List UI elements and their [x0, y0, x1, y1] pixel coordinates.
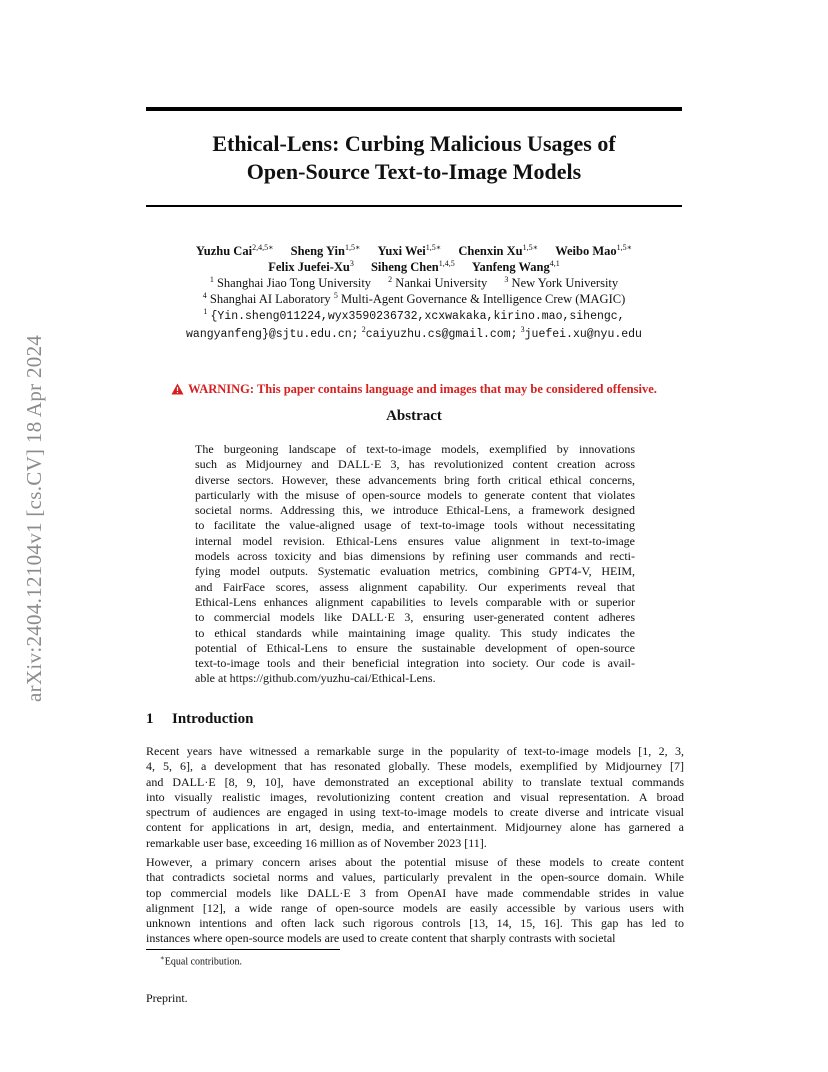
- title-top-rule: [146, 107, 682, 111]
- affil-mark: 4: [202, 291, 207, 300]
- footnote-text: Equal contribution.: [164, 956, 242, 968]
- author-affil: 3: [349, 259, 354, 268]
- affiliation: Shanghai AI Laboratory: [209, 292, 331, 306]
- paragraph-line: top commercial models like DALL·E 3 from OpenAI have made commendable strides in value: [146, 885, 684, 900]
- abstract-line: text-to-image tools and their beneficial integration into society. Our code is avail-: [195, 656, 635, 671]
- author-name: Weibo Mao: [555, 244, 617, 258]
- intro-paragraph-2: [146, 855, 684, 947]
- author-affil: 1,5∗: [522, 243, 539, 252]
- intro-paragraph-1: [146, 744, 684, 851]
- paragraph-line: that contradicts societal norms and values, particularly prevalent in the open-source domain. While: [146, 870, 684, 885]
- author-row-1: [146, 243, 682, 259]
- paragraph-line: instances where open-source models are used to create content that sharply contrasts with societal: [146, 931, 616, 946]
- footnote: [160, 954, 242, 967]
- email-row-1: [146, 307, 682, 325]
- author-affil: 1,5∗: [344, 243, 361, 252]
- author-block: [146, 243, 682, 343]
- affiliation-row-1: [146, 275, 682, 291]
- title-line-2: Open-Source Text-to-Image Models: [246, 159, 582, 184]
- paragraph-line: However, a primary concern arises about the potential misuse of these models to create content: [146, 855, 684, 869]
- affil-mark: 3: [520, 325, 525, 334]
- affil-mark: 1: [203, 307, 208, 316]
- abstract-line: diverse sectors. However, these advancements bring forth critical ethical concerns,: [195, 472, 635, 487]
- affil-mark: 5: [333, 291, 338, 300]
- author-name: Yanfeng Wang: [471, 260, 550, 274]
- affiliation: Multi-Agent Governance & Intelligence Crew (MAGIC): [340, 292, 626, 306]
- email-address[interactable]: wangyanfeng}@sjtu.edu.cn;: [186, 328, 359, 341]
- title-bottom-rule: [146, 205, 682, 207]
- footnote-mark: ∗: [160, 954, 165, 962]
- abstract-line: to commercial models like DALL·E 3, ensuring user-generated content adheres: [195, 610, 635, 625]
- section-number: 1: [146, 711, 154, 727]
- abstract-line: potential of Ethical-Lens to ensure the sustainable development of open-source: [195, 640, 635, 655]
- arxiv-stamp: arXiv:2404.12104v1 [cs.CV] 18 Apr 2024: [22, 334, 46, 702]
- footnote-rule: [146, 949, 340, 950]
- paragraph-line: alignment [12], a wide range of open-source models are easily accessible by various users with: [146, 900, 684, 915]
- paragraph-line: remarkable user base, exceeding 16 million as of November 2023 [11].: [146, 835, 487, 850]
- abstract-heading: Abstract: [386, 408, 442, 424]
- affil-mark: 1: [209, 275, 214, 284]
- author-affil: 1,4,5: [438, 259, 455, 268]
- email-address[interactable]: caiyuzhu.cs@gmail.com;: [365, 328, 518, 341]
- author-affil: 1,5∗: [616, 243, 633, 252]
- affil-mark: 2: [361, 325, 366, 334]
- author-name: Chenxin Xu: [458, 244, 523, 258]
- affiliation: Nankai University: [395, 276, 488, 290]
- section-title: Introduction: [172, 711, 254, 727]
- affiliation: Shanghai Jiao Tong University: [216, 276, 372, 290]
- abstract-body: [195, 442, 635, 687]
- author-affil: 4,1: [549, 259, 560, 268]
- preprint-label: Preprint.: [146, 991, 188, 1005]
- abstract-line: models across toxicity and bias dimensions by refining user commands and recti-: [195, 549, 635, 564]
- abstract-line: such as Midjourney and DALL·E 3, has revolutionized content creation across: [195, 457, 635, 472]
- email-row-2: [146, 325, 682, 343]
- author-name: Siheng Chen: [370, 260, 439, 274]
- abstract-line: able at https://github.com/yuzhu-cai/Ethical-Lens.: [195, 671, 436, 686]
- abstract-line: to facilitate the value-aligned usage of text-to-image tools without necessitating: [195, 518, 635, 533]
- email-address[interactable]: juefei.xu@nyu.edu: [524, 328, 642, 341]
- paper-title: [146, 130, 682, 186]
- affiliation: New York University: [511, 276, 619, 290]
- warning-triangle-icon: [171, 383, 184, 395]
- abstract-line: to ethical standards while maintaining image quality. This study indicates the: [195, 625, 635, 640]
- paragraph-line: spectrum of audiences are engaged in using text-to-image models to create diverse and intricate visual: [146, 805, 684, 820]
- affil-mark: 2: [388, 275, 393, 284]
- paragraph-line: Recent years have witnessed a remarkable surge in the popularity of text-to-image models [1, 2, 3,: [146, 744, 684, 758]
- abstract-line: internal model revision. Ethical-Lens ensures value alignment in text-to-image: [195, 533, 635, 548]
- section-heading: [146, 711, 253, 728]
- abstract-line: Ethical-Lens enhances alignment capabilities to levels comparable with or superior: [195, 594, 635, 609]
- author-name: Yuzhu Cai: [195, 244, 253, 258]
- author-name: Sheng Yin: [290, 244, 345, 258]
- author-row-2: [146, 259, 682, 275]
- email-address[interactable]: {Yin.sheng011224,wyx3590236732,xcxwakaka,kirino.mao,sihengc,: [210, 310, 625, 323]
- paragraph-line: content for applications in art, design, media, and entertainment. Midjourney alone has garnered a: [146, 820, 684, 835]
- paragraph-line: unknown intentions and often lack such rigorous controls [13, 14, 15, 16]. This gap has led to: [146, 916, 684, 931]
- warning-text: WARNING: This paper contains language and images that may be considered offensive.: [188, 382, 657, 396]
- content-warning: [146, 382, 682, 397]
- author-affil: 2,4,5∗: [252, 243, 274, 252]
- author-affil: 1,5∗: [425, 243, 442, 252]
- title-line-1: Ethical-Lens: Curbing Malicious Usages of: [212, 131, 616, 156]
- abstract-line: particularly with the misuse of open-source models to generate content that violates: [195, 487, 635, 502]
- abstract-line: fying model outputs. Systematic evaluation metrics, combining GPT4-V, HEIM,: [195, 564, 635, 579]
- author-name: Yuxi Wei: [377, 244, 426, 258]
- paragraph-line: and DALL·E [8, 9, 10], have demonstrated an exceptional ability to translate textual commands: [146, 774, 684, 789]
- affiliation-row-2: [146, 291, 682, 307]
- abstract-line: The burgeoning landscape of text-to-image models, exemplified by innovations: [195, 442, 635, 456]
- paragraph-line: 4, 5, 6], a development that has resonated globally. These models, exemplified by Midjourney [7]: [146, 759, 684, 774]
- abstract-line: societal norms. Addressing this, we introduce Ethical-Lens, a framework designed: [195, 503, 635, 518]
- author-name: Felix Juefei-Xu: [268, 260, 350, 274]
- abstract-line: and FairFace scores, assess alignment capability. Our experiments reveal that: [195, 579, 635, 594]
- affil-mark: 3: [504, 275, 509, 284]
- paragraph-line: into visually realistic images, revolutionizing content creation and visual representation. A broad: [146, 789, 684, 804]
